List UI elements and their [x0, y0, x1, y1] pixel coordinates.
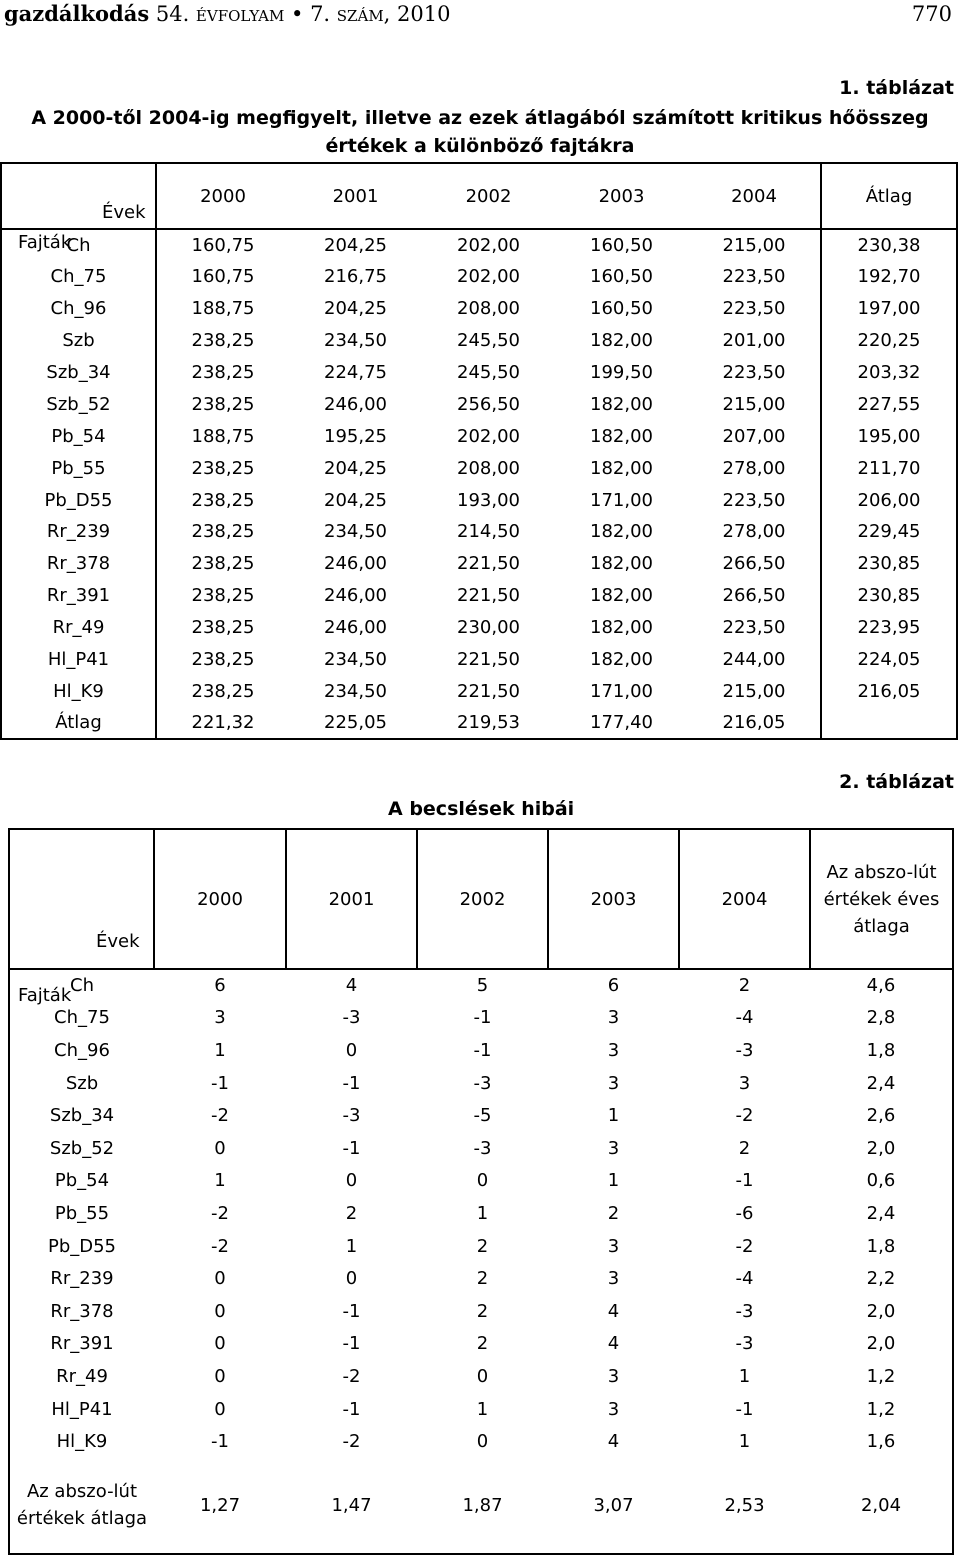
value-cell: 0 — [476, 1431, 489, 1453]
table2-row — [9, 1132, 953, 1165]
value-cell: 238,25 — [191, 362, 255, 383]
value-cell: 171,00 — [590, 489, 653, 511]
value-cell: 3 — [607, 1235, 620, 1257]
value-cell: 230,00 — [457, 617, 520, 639]
value-cell: 3 — [607, 1365, 620, 1387]
value-cell: 160,75 — [191, 234, 255, 256]
value-cell: 2,0 — [866, 1333, 896, 1355]
table1-col-header: 2004 — [688, 163, 821, 229]
value-cell: 256,50 — [457, 393, 520, 415]
table1-col-header: 2003 — [555, 163, 688, 229]
row-label-cell: Ch_96 — [54, 1039, 110, 1061]
table1-title: A 2000-től 2004-ig megfigyelt, illetve az ezek átlagából számított kritikus hőösszeg értékek a különböző fajtákra — [31, 107, 929, 157]
value-cell: 160,75 — [191, 266, 255, 288]
table1-col-header: Átlag — [821, 163, 957, 229]
value-cell: 2,6 — [866, 1105, 896, 1127]
table1-row — [1, 261, 957, 293]
table1-col-header: 2000 — [156, 163, 289, 229]
row-label-cell: Ch_75 — [54, 1007, 110, 1029]
value-cell: -1 — [735, 1398, 754, 1420]
table2-title: A becslések hibái — [388, 798, 575, 820]
value-cell: 215,00 — [722, 393, 786, 415]
running-head — [4, 0, 450, 28]
table2-row — [9, 1328, 953, 1361]
row-label-cell: Rr_391 — [1, 580, 156, 612]
value-cell: 238,25 — [191, 617, 255, 639]
value-cell: -1 — [211, 1431, 229, 1453]
value-cell: 230,38 — [821, 229, 957, 261]
value-cell: 215,00 — [722, 234, 786, 256]
table1-row — [1, 357, 957, 389]
table2-row — [9, 1295, 953, 1328]
table2 — [8, 828, 954, 1555]
table1 — [0, 162, 958, 740]
row-label-cell: Pb_55 — [54, 1202, 110, 1224]
value-cell: -1 — [342, 1300, 361, 1322]
table2-corner-varieties: Fajták — [18, 985, 72, 1006]
row-label-cell: Szb — [1, 325, 156, 357]
table2-col-header: 2000 — [154, 829, 286, 969]
table1-row — [1, 388, 957, 420]
value-cell: 221,50 — [457, 649, 520, 671]
value-cell: 223,50 — [722, 362, 786, 383]
value-cell: 2,8 — [866, 1007, 896, 1029]
table1-row — [1, 516, 957, 548]
value-cell: -2 — [211, 1202, 229, 1224]
value-cell: 234,50 — [324, 680, 387, 702]
table1-header-row — [1, 163, 957, 229]
value-cell: 203,32 — [821, 357, 957, 389]
page-header — [4, 0, 952, 30]
value-cell: -5 — [473, 1105, 492, 1127]
value-cell: 220,25 — [821, 325, 957, 357]
value-cell: 202,00 — [457, 234, 520, 256]
row-label-cell: Rr_239 — [50, 1268, 114, 1290]
table2-corner-years: Évek — [96, 931, 140, 952]
value-cell: 160,50 — [590, 298, 653, 320]
value-cell: 206,00 — [821, 484, 957, 516]
value-cell: 2 — [476, 1300, 489, 1322]
value-cell: 192,70 — [821, 261, 957, 293]
row-label-cell: Rr_49 — [56, 1365, 108, 1387]
value-cell: 2 — [738, 1137, 751, 1159]
value-cell: 238,25 — [191, 489, 255, 511]
table2-row — [9, 1002, 953, 1035]
row-label-cell: Hl_P41 — [1, 644, 156, 676]
value-cell: 6 — [607, 975, 620, 997]
value-cell: 3 — [607, 1039, 620, 1061]
value-cell: 182,00 — [590, 617, 653, 639]
value-cell: 182,00 — [590, 553, 653, 575]
row-label-cell: Pb_54 — [1, 420, 156, 452]
value-cell: 223,95 — [821, 612, 957, 644]
row-label-cell: Rr_239 — [1, 516, 156, 548]
table2-row — [9, 1099, 953, 1132]
value-cell: 223,50 — [722, 298, 786, 320]
row-label-cell: Szb_52 — [49, 1137, 115, 1159]
value-cell: 201,00 — [722, 330, 786, 352]
value-cell: 1 — [476, 1202, 489, 1224]
table1-row — [1, 612, 957, 644]
table2-row — [9, 1262, 953, 1295]
value-cell: 234,50 — [324, 330, 387, 352]
value-cell: 0 — [345, 1039, 358, 1061]
value-cell — [821, 707, 957, 739]
value-cell: -6 — [735, 1202, 754, 1224]
value-cell: 221,50 — [457, 680, 520, 702]
value-cell: 246,00 — [324, 553, 387, 575]
table2-col-header: 2002 — [417, 829, 548, 969]
value-cell: 2,2 — [866, 1268, 896, 1290]
value-cell: 160,50 — [590, 234, 653, 256]
value-cell: 4 — [345, 975, 358, 997]
table2-col-header: 2003 — [548, 829, 679, 969]
value-cell: 3 — [607, 1137, 620, 1159]
value-cell: 195,00 — [821, 420, 957, 452]
row-label-cell: Rr_391 — [50, 1333, 114, 1355]
row-label-cell: Rr_378 — [50, 1300, 114, 1322]
value-cell: 266,50 — [722, 553, 786, 575]
table1-row — [1, 580, 957, 612]
value-cell: 3 — [607, 1007, 620, 1029]
value-cell: 238,25 — [191, 457, 255, 479]
table1-row — [1, 548, 957, 580]
value-cell: 208,00 — [457, 298, 520, 320]
value-cell: 223,50 — [722, 489, 786, 511]
value-cell: 211,70 — [821, 452, 957, 484]
row-label-cell: Rr_378 — [1, 548, 156, 580]
value-cell: 223,50 — [722, 266, 786, 288]
table1-label: 1. táblázat — [839, 77, 954, 99]
row-label-cell: Ch_75 — [1, 261, 156, 293]
value-cell: 188,75 — [191, 298, 255, 320]
value-cell: 182,00 — [590, 521, 653, 543]
value-cell: 1,2 — [866, 1398, 896, 1420]
value-cell: 182,00 — [590, 393, 653, 415]
table2-row — [9, 1034, 953, 1067]
value-cell: -1 — [342, 1398, 361, 1420]
table2-row — [9, 1197, 953, 1230]
row-label-cell: Átlag — [1, 707, 156, 739]
value-cell: 195,25 — [324, 425, 387, 447]
value-cell: -2 — [735, 1105, 754, 1127]
value-cell: 204,25 — [324, 234, 387, 256]
value-cell: 229,45 — [821, 516, 957, 548]
value-cell: 216,05 — [821, 675, 957, 707]
value-cell: 278,00 — [722, 457, 786, 479]
value-cell: 1 — [607, 1105, 620, 1127]
value-cell: 2 — [476, 1235, 489, 1257]
table2-label: 2. táblázat — [839, 771, 954, 793]
value-cell: -1 — [473, 1007, 492, 1029]
table1-col-header: 2001 — [289, 163, 422, 229]
value-cell: 204,25 — [324, 298, 387, 320]
row-label-cell: Az abszo-lút értékek átlaga — [16, 1481, 148, 1530]
value-cell: 0 — [214, 1398, 226, 1420]
row-label-cell: Pb_55 — [1, 452, 156, 484]
value-cell: 2,4 — [866, 1202, 896, 1224]
value-cell: 3,07 — [593, 1494, 634, 1516]
row-label-cell: Szb — [65, 1072, 99, 1094]
row-label-cell: Szb_52 — [1, 388, 156, 420]
value-cell: 230,85 — [821, 548, 957, 580]
value-cell: 225,05 — [324, 712, 387, 734]
value-cell: 182,00 — [590, 457, 653, 479]
value-cell: 3 — [607, 1072, 620, 1094]
value-cell: 182,00 — [590, 330, 653, 352]
value-cell: 224,75 — [324, 362, 387, 383]
table1-col-header: 2002 — [422, 163, 555, 229]
table1-corner-varieties: Fajták — [18, 232, 72, 253]
value-cell: 0 — [214, 1300, 226, 1322]
table2-col-header: 2001 — [286, 829, 417, 969]
table1-corner-years: Évek — [102, 202, 146, 223]
value-cell: 245,50 — [457, 330, 520, 352]
value-cell: 1 — [738, 1365, 751, 1387]
value-cell: 4 — [607, 1300, 620, 1322]
table1-row — [1, 325, 957, 357]
value-cell: 4 — [607, 1333, 620, 1355]
value-cell: 1,87 — [462, 1494, 503, 1516]
value-cell: 224,05 — [821, 644, 957, 676]
value-cell: 219,53 — [457, 712, 520, 734]
value-cell: 0 — [214, 1137, 226, 1159]
value-cell: 182,00 — [590, 649, 653, 671]
value-cell: 1 — [476, 1398, 489, 1420]
value-cell: 204,25 — [324, 489, 387, 511]
value-cell: -4 — [735, 1007, 754, 1029]
value-cell: 2,04 — [860, 1494, 902, 1516]
row-label-cell: Rr_49 — [1, 612, 156, 644]
value-cell: 204,25 — [324, 457, 387, 479]
row-label-cell: Pb_D55 — [1, 484, 156, 516]
table1-row — [1, 675, 957, 707]
value-cell: -3 — [473, 1072, 492, 1094]
value-cell: 1,27 — [199, 1494, 241, 1516]
table1-row — [1, 707, 957, 739]
value-cell: 0 — [345, 1170, 358, 1192]
table1-row — [1, 229, 957, 261]
value-cell: 1 — [214, 1170, 226, 1192]
value-cell: 238,25 — [191, 553, 255, 575]
journal-name: gazdálkodás — [4, 1, 150, 26]
value-cell: 160,50 — [590, 266, 653, 288]
value-cell: 215,00 — [722, 680, 786, 702]
row-label-cell: Szb_34 — [1, 357, 156, 389]
value-cell: -3 — [473, 1137, 492, 1159]
table2-row — [9, 1165, 953, 1198]
value-cell: -2 — [342, 1431, 361, 1453]
table2-row — [9, 1067, 953, 1100]
value-cell: 1 — [214, 1039, 226, 1061]
row-label-cell: Ch — [1, 229, 156, 261]
value-cell: 6 — [214, 975, 226, 997]
table1-row — [1, 293, 957, 325]
value-cell: 246,00 — [324, 617, 387, 639]
row-label-cell: Ch — [70, 975, 94, 997]
value-cell: 234,50 — [324, 521, 387, 543]
value-cell: 266,50 — [722, 585, 786, 607]
value-cell: 221,32 — [191, 712, 255, 734]
value-cell: -2 — [211, 1235, 229, 1257]
value-cell: -1 — [342, 1137, 361, 1159]
value-cell: 5 — [476, 975, 489, 997]
value-cell: 193,00 — [457, 489, 520, 511]
value-cell: -2 — [342, 1365, 361, 1387]
value-cell: 1,6 — [866, 1431, 896, 1453]
value-cell: 1,8 — [866, 1235, 896, 1257]
value-cell: 246,00 — [324, 393, 387, 415]
row-label-cell: Pb_54 — [54, 1170, 110, 1192]
value-cell: 182,00 — [590, 585, 653, 607]
value-cell: -1 — [211, 1072, 229, 1094]
table1-row — [1, 484, 957, 516]
value-cell: -1 — [473, 1039, 492, 1061]
row-label-cell: Hl_K9 — [1, 675, 156, 707]
value-cell: 202,00 — [457, 266, 520, 288]
value-cell: 1,8 — [866, 1039, 896, 1061]
table2-header-row — [9, 829, 953, 969]
value-cell: 182,00 — [590, 425, 653, 447]
value-cell: 2,4 — [866, 1072, 896, 1094]
table1-row — [1, 644, 957, 676]
table2-col-header: 2004 — [679, 829, 810, 969]
value-cell: -1 — [342, 1072, 361, 1094]
value-cell: -3 — [735, 1039, 754, 1061]
value-cell: 223,50 — [722, 617, 786, 639]
value-cell: 238,25 — [191, 585, 255, 607]
value-cell: 238,25 — [191, 680, 255, 702]
value-cell: 2,0 — [866, 1300, 896, 1322]
value-cell: -3 — [735, 1333, 754, 1355]
table2-col-header: Az abszo-lút értékek éves átlaga — [810, 829, 953, 969]
value-cell: 2 — [738, 975, 751, 997]
value-cell: 0 — [345, 1268, 358, 1290]
value-cell: 0 — [476, 1365, 489, 1387]
value-cell: 278,00 — [722, 521, 786, 543]
value-cell: 202,00 — [457, 425, 520, 447]
value-cell: 197,00 — [821, 293, 957, 325]
value-cell: 2,0 — [866, 1137, 896, 1159]
value-cell: -3 — [342, 1007, 361, 1029]
value-cell: 1 — [738, 1431, 751, 1453]
value-cell: -3 — [342, 1105, 361, 1127]
value-cell: 1,47 — [331, 1494, 372, 1516]
value-cell: 0 — [476, 1170, 489, 1192]
value-cell: 207,00 — [722, 425, 786, 447]
value-cell: 238,25 — [191, 521, 255, 543]
value-cell: 245,50 — [457, 362, 520, 383]
value-cell: 177,40 — [590, 712, 653, 734]
value-cell: -2 — [735, 1235, 754, 1257]
row-label-cell: Hl_K9 — [56, 1431, 108, 1453]
value-cell: 3 — [738, 1072, 751, 1094]
value-cell: 238,25 — [191, 649, 255, 671]
value-cell: -1 — [342, 1333, 361, 1355]
value-cell: 2,53 — [724, 1494, 765, 1516]
issue-info: 54. évfolyam • 7. szám, 2010 — [155, 2, 451, 26]
value-cell: 244,00 — [722, 649, 786, 671]
table2-row — [9, 1360, 953, 1393]
value-cell: 4 — [607, 1431, 620, 1453]
value-cell: 4,6 — [866, 975, 896, 997]
value-cell: -3 — [735, 1300, 754, 1322]
value-cell: 2 — [345, 1202, 358, 1224]
value-cell: 1 — [345, 1235, 358, 1257]
value-cell: 221,50 — [457, 585, 520, 607]
value-cell: 2 — [476, 1333, 489, 1355]
row-label-cell: Ch_96 — [1, 293, 156, 325]
value-cell: 0 — [214, 1268, 226, 1290]
value-cell: 0 — [214, 1333, 226, 1355]
value-cell: 214,50 — [457, 521, 520, 543]
value-cell: 216,75 — [324, 266, 387, 288]
value-cell: -4 — [735, 1268, 754, 1290]
value-cell: 221,50 — [457, 553, 520, 575]
table2-row — [9, 969, 953, 1002]
table2-row — [9, 1458, 953, 1554]
value-cell: 238,25 — [191, 330, 255, 352]
value-cell: 199,50 — [590, 362, 653, 383]
value-cell: 3 — [607, 1268, 620, 1290]
value-cell: 3 — [214, 1007, 226, 1029]
value-cell: 234,50 — [324, 649, 387, 671]
table1-row — [1, 420, 957, 452]
value-cell: 227,55 — [821, 388, 957, 420]
value-cell: 216,05 — [722, 712, 786, 734]
value-cell: 230,85 — [821, 580, 957, 612]
value-cell: 246,00 — [324, 585, 387, 607]
value-cell: 238,25 — [191, 393, 255, 415]
table2-row — [9, 1393, 953, 1426]
value-cell: 2 — [607, 1202, 620, 1224]
table2-row — [9, 1230, 953, 1263]
value-cell: 1,2 — [866, 1365, 896, 1387]
value-cell: 188,75 — [191, 425, 255, 447]
value-cell: -2 — [211, 1105, 229, 1127]
value-cell: 208,00 — [457, 457, 520, 479]
table2-row — [9, 1425, 953, 1458]
page-number: 770 — [911, 2, 952, 26]
value-cell: -1 — [735, 1170, 754, 1192]
row-label-cell: Pb_D55 — [47, 1235, 117, 1257]
row-label-cell: Szb_34 — [49, 1105, 115, 1127]
value-cell: 3 — [607, 1398, 620, 1420]
row-label-cell: Hl_P41 — [51, 1398, 113, 1420]
value-cell: 0 — [214, 1365, 226, 1387]
value-cell: 1 — [607, 1170, 620, 1192]
value-cell: 2 — [476, 1268, 489, 1290]
table1-row — [1, 452, 957, 484]
value-cell: 0,6 — [866, 1170, 896, 1192]
value-cell: 171,00 — [590, 680, 653, 702]
